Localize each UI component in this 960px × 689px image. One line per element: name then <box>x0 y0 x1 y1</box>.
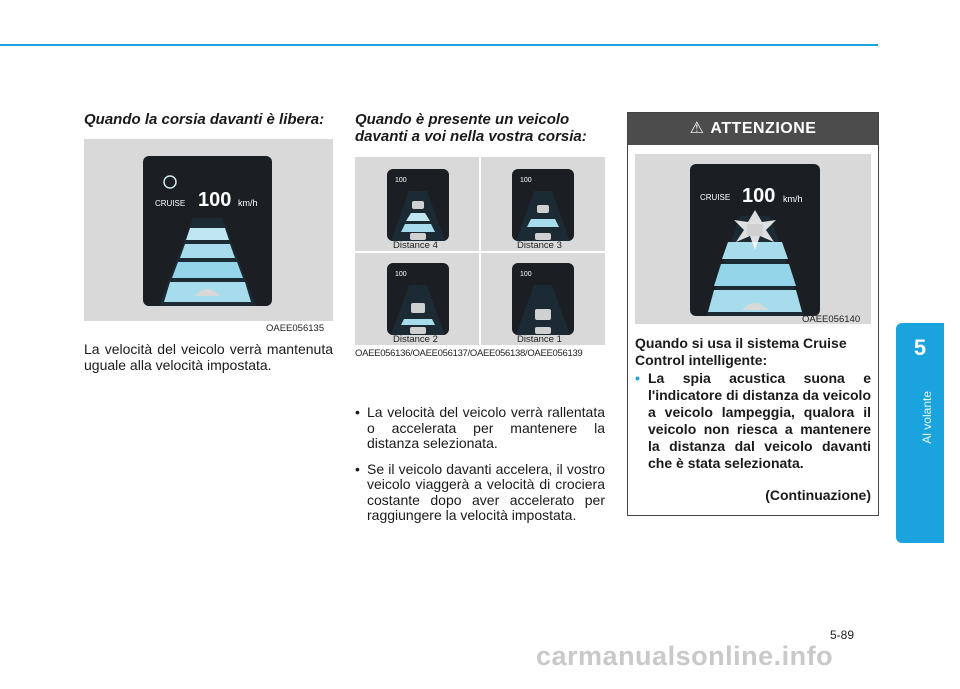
col2-bullet-1: • La velocità del veicolo verrà rallentata o accelerata per mantenere la distanza selezionata. <box>355 405 605 452</box>
speed-unit-text: km/h <box>238 198 258 208</box>
svg-text:100: 100 <box>395 271 407 278</box>
distance-3-display <box>512 169 574 241</box>
page-number: 5-89 <box>830 628 855 642</box>
chapter-number: 5 <box>913 335 927 360</box>
distance-4-label: Distance 4 <box>393 240 438 251</box>
speed-value-text: 100 <box>198 189 232 211</box>
header-rule <box>0 44 878 46</box>
col2-bullet-2: • Se il veicolo davanti accelera, il vostro veicolo viaggerà a velocità di crociera costante dopo aver accelerato per raggiungere la velocità impostata. <box>355 462 605 524</box>
svg-text:100: 100 <box>520 177 532 184</box>
cruise-lane-graphic <box>143 156 272 306</box>
col2-heading: Quando è presente un veicolo davanti a voi nella vostra corsia: <box>355 111 587 145</box>
watermark: carmanualsonline.info <box>536 641 834 671</box>
continuation-text: (Continuazione) <box>765 487 871 503</box>
distance-2-display <box>387 263 449 335</box>
warning-bullet <box>635 370 871 472</box>
svg-text:100: 100 <box>395 177 407 184</box>
col1-heading: Quando la corsia davanti è libera: <box>84 111 325 128</box>
warning-cluster-display <box>690 164 820 316</box>
chapter-tab <box>896 323 944 543</box>
lead-car-icon <box>747 224 763 236</box>
col3-figure-code: OAEE056140 <box>802 314 861 325</box>
col1-figure <box>84 139 333 321</box>
svg-text:CRUISE: CRUISE <box>700 193 731 202</box>
col1-body: La velocità del veicolo verrà mantenuta uguale alla velocità impostata. <box>84 341 333 373</box>
distance-3-label: Distance 3 <box>517 240 562 251</box>
svg-text:100: 100 <box>520 271 532 278</box>
col3-figure <box>635 154 871 324</box>
cruise-mode-text: CRUISE <box>155 199 186 208</box>
warning-triangle-icon: ⚠ <box>689 120 705 137</box>
svg-text:100: 100 <box>742 185 776 207</box>
distance-1-label: Distance 1 <box>517 334 562 345</box>
distance-4-display <box>387 169 449 241</box>
cruise-icon <box>164 176 176 188</box>
svg-text:km/h: km/h <box>783 194 803 204</box>
warning-title: ATTENZIONE <box>710 120 817 137</box>
col2-bullet-list <box>355 405 605 524</box>
col1-figure-code: OAEE056135 <box>266 323 325 334</box>
warning-intro: Quando si usa il sistema Cruise Control intelligente: <box>635 335 847 368</box>
warning-bullet-text: La spia acustica suona e l'indicatore di distanza da veicolo a veicolo lampeggia, qualora il veicolo non riesca a mantenere la distanza dal veicolo davanti che è stata selezionata. <box>648 370 871 471</box>
col2-figure <box>355 157 605 345</box>
cluster-display <box>143 156 272 306</box>
warning-bullet-dot: • <box>635 370 640 386</box>
chapter-label: Al volante <box>920 391 934 444</box>
distance-1-display <box>512 263 574 335</box>
warning-box <box>627 112 879 516</box>
distance-2-label: Distance 2 <box>393 334 438 345</box>
warning-header <box>628 113 878 145</box>
col2-figure-code: OAEE056136/OAEE056137/OAEE056138/OAEE056139 <box>355 348 583 359</box>
